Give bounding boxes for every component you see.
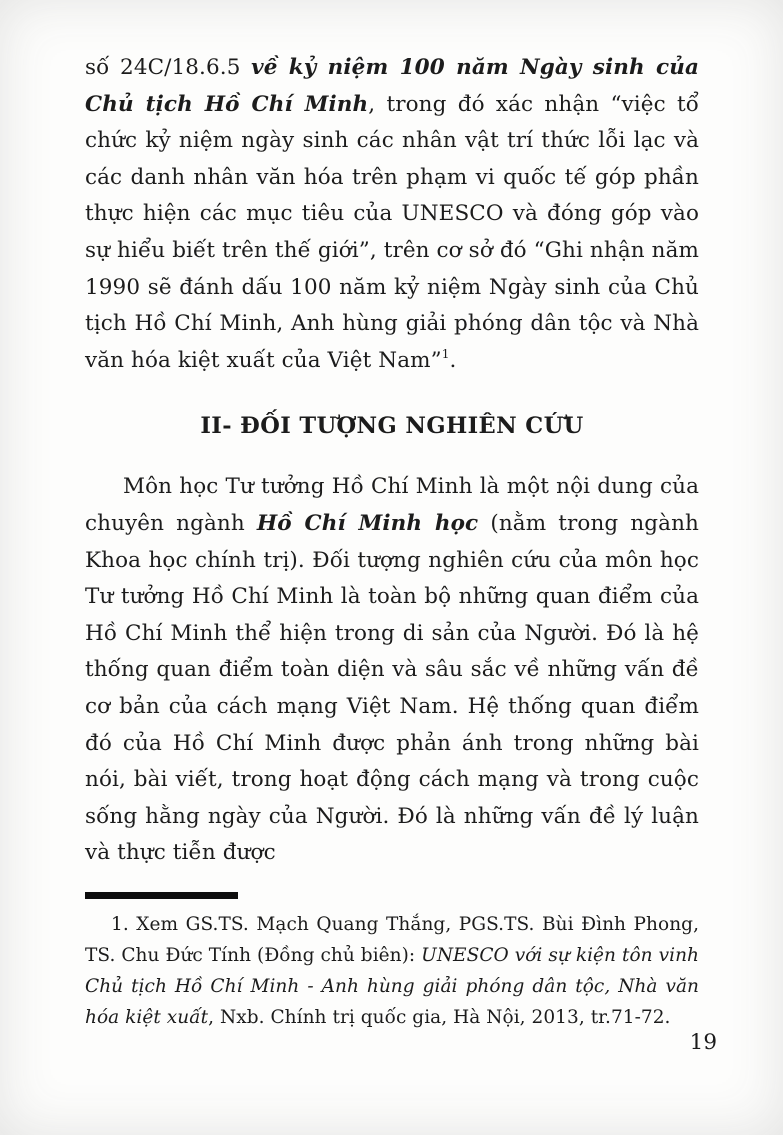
- footnote-area: [85, 892, 699, 1033]
- section-heading: II- ĐỐI TƯỢNG NGHIÊN CỨU: [200, 413, 584, 440]
- text-run: 1. Xem GS.TS. Mạch Quang Thắng, PGS.TS. Bùi Đình Phong, TS. Chu Đức Tính (Đồng chủ biên):: [85, 913, 699, 966]
- text-run: Môn học Tư tưởng Hồ Chí Minh là một nội dung của chuyên ngành: [85, 474, 699, 536]
- footnote: [85, 909, 699, 1033]
- page-number: 19: [689, 1030, 717, 1055]
- footnote-reference-marker: 1: [441, 346, 450, 361]
- paragraph-body: [85, 469, 699, 872]
- footnote-separator-rule: [85, 892, 238, 899]
- discipline-name-italic: Hồ Chí Minh học: [256, 510, 479, 536]
- cited-resolution-title: về kỷ niệm 100 năm Ngày sinh của Chủ tịch Hồ Chí Minh: [85, 55, 699, 117]
- text-run: .: [449, 347, 457, 373]
- text-run: , Nxb. Chính trị quốc gia, Hà Nội, 2013, tr.71-72.: [208, 1006, 671, 1028]
- paragraph-continuation: [85, 50, 699, 379]
- text-run: (nằm trong ngành Khoa học chính trị). Đối tượng nghiên cứu của môn học Tư tưởng Hồ Chí Minh là toàn bộ những quan điểm của Hồ Chí Minh thể hiện trong di sản của Người. Đó là hệ thống quan điểm toàn diện và sâu sắc về những vấn đề cơ bản của cách mạng Việt Nam. Hệ thống quan điểm đó của Hồ Chí Minh được phản ánh trong những bài nói, bài viết, trong hoạt động cách mạng và trong cuộc sống hằng ngày của Người. Đó là những vấn đề lý luận và thực tiễn được: [85, 510, 699, 866]
- text-run: , trong đó xác nhận “việc tổ chức kỷ niệm ngày sinh các nhân vật trí thức lỗi lạc và các danh nhân văn hóa trên phạm vi quốc tế góp phần thực hiện các mục tiêu của UNESCO và đóng góp vào sự hiểu biết trên thế giới”, trên cơ sở đó “Ghi nhận năm 1990 sẽ đánh dấu 100 năm kỷ niệm Ngày sinh của Chủ tịch Hồ Chí Minh, Anh hùng giải phóng dân tộc và Nhà văn hóa kiệt xuất của Việt Nam”: [85, 91, 699, 373]
- text-run: số 24C/18.6.5: [85, 55, 252, 80]
- cited-book-title: UNESCO với sự kiện tôn vinh Chủ tịch Hồ Chí Minh - Anh hùng giải phóng dân tộc, Nhà văn hóa kiệt xuất: [85, 944, 700, 1028]
